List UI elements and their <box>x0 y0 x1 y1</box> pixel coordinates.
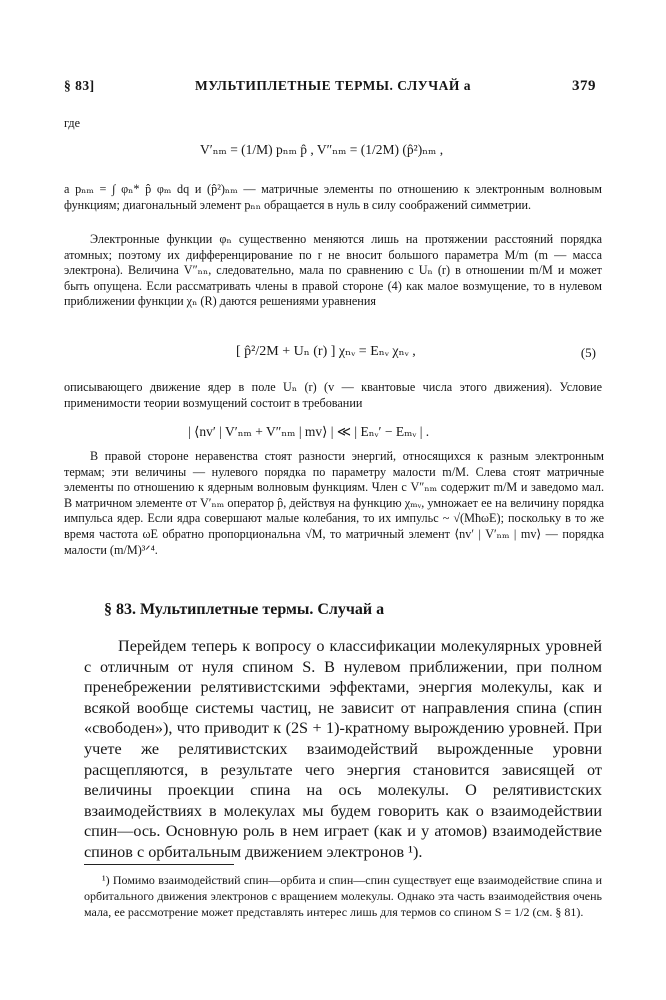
paragraph-electron-functions <box>64 232 602 310</box>
paragraph-matrix-elements <box>64 182 602 213</box>
page-number: 379 <box>572 78 596 94</box>
footnote-text: ¹) Помимо взаимодействий спин—орбита и спин—спин существует еще взаимодействие спина и орбитального движения электронов с вращением молекулы. Однако эта часть взаимодействия очень мала, ее рассмотрение может представлять интерес лишь для термов со спином S = 1/2 (см. § 81). <box>84 873 602 919</box>
paragraph-energy-differences <box>64 449 604 558</box>
section-heading: § 83. Мультиплетные термы. Случай a <box>104 601 385 618</box>
paragraph-2-text: Электронные функции φₙ существенно меняются лишь на протяжении расстояний порядка атомных; поэтому их дифференцирование по r не вносит большого параметра M/m (m — масса электрона). Величина V″ₙₙ, следовательно, мала по сравнению с Uₙ (r) в отношении m/M и может быть опущена. Если рассматривать члены в правой стороне (4) как малое возмущение, то в нулевом приближении функции χₙ (R) даются решениями уравнения <box>64 232 602 309</box>
equation-number-5: (5) <box>580 345 596 360</box>
formula-inequality: | ⟨nv′ | V′ₙₘ + V″ₙₘ | mv⟩ | ≪ | Eₙᵥ′ − Eₘᵥ | . <box>188 424 430 439</box>
paragraph-3-text: описывающего движение ядер в поле Uₙ (r) (v — квантовые числа этого движения). Условие применимости теории возмущений состоит в требовании <box>64 380 602 410</box>
running-header-section: § 83] <box>64 78 95 93</box>
main-paragraph-text: Перейдем теперь к вопросу о классификации молекулярных уровней с отличным от нуля спином S. В нулевом приближении, при полном пренебрежении релятивистскими эффектами, энергия молекулы, как и всякой вообще системы частиц, не зависит от направления спина (спин «свободен»), что приводит к (2S + 1)-кратному вырождению уровней. При учете же релятивистских взаимодействий вырожденные уровни расщепляются, в результате чего энергия становится зависящей от величины проекции спина на ось молекулы. О релятивистских взаимодействиях в молекулах мы будем говорить как о взаимодействии спин—ось. Основную роль в нем играет (как и у атомов) взаимодействие спинов с орбитальным движением электронов ¹). <box>84 637 602 861</box>
formula-nuclear-equation: [ p̂²/2M + Uₙ (r) ] χₙᵥ = Eₙᵥ χₙᵥ , <box>236 344 416 359</box>
paragraph-1-text: а pₙₘ = ∫ φₙ* p̂ φₘ dq и (p̂²)ₙₘ — матричные элементы по отношению к электронным волновым функциям; диагональный элемент pₙₙ обращается в нуль в силу соображений симметрии. <box>64 182 602 212</box>
intro-word: где <box>64 116 81 130</box>
formula-perturbation-operators: V′ₙₘ = (1/M) pₙₘ p̂ , V″ₙₘ = (1/2M) (p̂²)ₙₘ , <box>200 142 444 157</box>
footnote-divider <box>84 864 234 865</box>
running-header-title: МУЛЬТИПЛЕТНЫЕ ТЕРМЫ. СЛУЧАЙ а <box>195 78 471 93</box>
main-paragraph <box>84 636 602 863</box>
paragraph-4-text: В правой стороне неравенства стоят разности энергий, относящихся к разным электронным термам; эти величины — нулевого порядка по параметру малости m/M. Слева стоят матричные элементы по отношению к ядерным волновым функциям. Член с V″ₙₘ содержит m/M и заведомо мал. В матричном элементе от V′ₙₘ оператор p̂, действуя на функцию χₘᵥ, умножает ее на величину порядка импульса ядер. Если ядра совершают малые колебания, то их импульс ~ √(MħωE); поскольку в то же время частота ωE обратно пропорциональна √M, то матричный элемент ⟨nv′ | V′ₙₘ | mv⟩ — порядка малости (m/M)³ᐟ⁴. <box>64 449 604 557</box>
footnote <box>84 872 602 920</box>
paragraph-perturbation-condition <box>64 380 602 411</box>
